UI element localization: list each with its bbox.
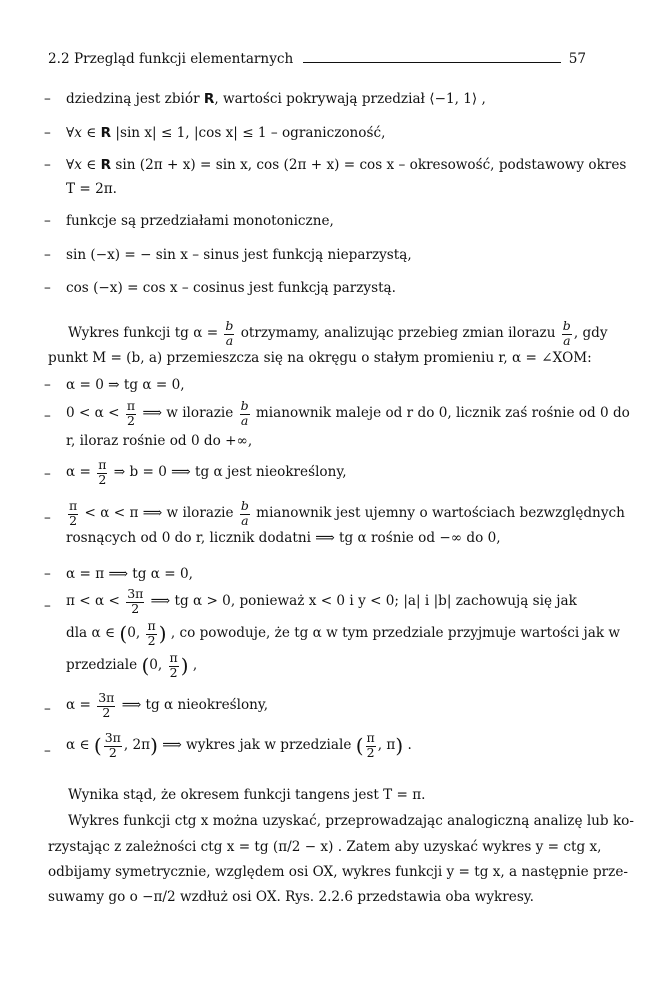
fraction: $\frac{\pi}{2}$ — [147, 618, 156, 648]
list-item: 0 < α < $\frac{\pi}{2}$ ⟹ w ilorazie $\frac{b}{a}$ mianownik maleje od r do 0, licznik zaś rośnie od 0 do — [66, 398, 630, 428]
fraction: $\frac{3\pi}{2}$ — [104, 730, 121, 760]
paragraph-line: rzystając z zależności ctg x = tg (π/2 − x) . Zatem aby uzyskać wykres y = ctg x, — [48, 839, 602, 855]
list-item: α = π ⟹ tg α = 0, — [66, 566, 193, 582]
page-number: 57 — [568, 51, 586, 67]
list-item: ∀x ∈ R sin (2π + x) = sin x, cos (2π + x) = cos x – okresowość, podstawowy okres — [66, 157, 627, 173]
list-item-continuation: r, iloraz rośnie od 0 do +∞, — [66, 433, 253, 449]
fraction: $\frac{b}{a}$ — [240, 498, 249, 528]
list-bullet: – — [44, 510, 51, 526]
list-item-continuation: T = 2π. — [66, 181, 118, 197]
fraction: $\frac{b}{a}$ — [240, 398, 249, 428]
list-item: $\frac{\pi}{2}$ < α < π ⟹ w ilorazie $\frac{b}{a}$ mianownik jest ujemny o wartościach bezwzględnych — [69, 498, 625, 528]
running-header — [48, 51, 586, 67]
list-bullet: – — [44, 408, 51, 424]
list-bullet: – — [44, 598, 51, 614]
list-bullet: – — [44, 701, 51, 717]
reals-symbol: R — [100, 125, 112, 141]
fraction: $\frac{b}{a}$ — [225, 318, 234, 348]
list-item-continuation: dla α ∈ (0, $\frac{\pi}{2}$ ) , co powoduje, że tg α w tym przedziale przyjmuje wartości jak w — [66, 618, 621, 648]
list-bullet: – — [44, 566, 51, 582]
list-bullet: – — [44, 743, 51, 759]
list-bullet: – — [44, 157, 51, 173]
fraction: $\frac{\pi}{2}$ — [126, 398, 136, 428]
paragraph-line: suwamy go o −π/2 wzdłuż osi OX. Rys. 2.2.6 przedstawia oba wykresy. — [48, 889, 534, 905]
list-bullet: – — [44, 247, 51, 263]
paragraph-line: odbijamy symetrycznie, względem osi OX, wykres funkcji y = tg x, a następnie prze- — [48, 864, 628, 880]
paragraph-line: Wykres funkcji ctg x można uzyskać, przeprowadzając analogiczną analizę lub ko- — [68, 813, 634, 829]
list-item-continuation: przedziale (0, $\frac{\pi}{2}$ ) , — [66, 650, 198, 680]
list-bullet: – — [44, 91, 51, 107]
fraction: $\frac{3\pi}{2}$ — [127, 586, 144, 616]
reals-symbol: R — [100, 157, 112, 173]
list-item: funkcje są przedziałami monotoniczne, — [66, 213, 334, 229]
fraction: $\frac{\pi}{2}$ — [69, 498, 78, 528]
list-item: sin (−x) = − sin x – sinus jest funkcją nieparzystą, — [66, 247, 412, 263]
header-rule — [303, 62, 560, 63]
list-item: α = $\frac{3\pi}{2}$ ⟹ tg α nieokreślony, — [66, 690, 269, 720]
list-item: α = 0 ⇒ tg α = 0, — [66, 377, 185, 393]
paragraph-line: Wykres funkcji tg α = $\frac{b}{a}$ otrzymamy, analizując przebieg zmian ilorazu $\frac{b}{a}$ , gdy — [68, 318, 608, 348]
list-item: dziedziną jest zbiór R, wartości pokrywają przedział ⟨−1, 1⟩ , — [66, 91, 486, 107]
list-bullet: – — [44, 377, 51, 393]
section-title: 2.2 Przegląd funkcji elementarnych — [48, 51, 294, 67]
fraction: $\frac{\pi}{2}$ — [98, 457, 107, 487]
list-bullet: – — [44, 280, 51, 296]
list-item: ∀x ∈ R |sin x| ≤ 1, |cos x| ≤ 1 – ograniczoność, — [66, 125, 386, 141]
fraction: $\frac{3\pi}{2}$ — [98, 690, 115, 720]
fraction: $\frac{\pi}{2}$ — [169, 650, 178, 680]
list-item: α = $\frac{\pi}{2}$ ⇒ b = 0 ⟹ tg α jest nieokreślony, — [66, 457, 347, 487]
list-item: cos (−x) = cos x – cosinus jest funkcją parzystą. — [66, 280, 396, 296]
list-item: π < α < $\frac{3\pi}{2}$ ⟹ tg α > 0, ponieważ x < 0 i y < 0; |a| i |b| zachowują się jak — [66, 586, 577, 616]
list-item-continuation: rosnących od 0 do r, licznik dodatni ⟹ tg α rośnie od −∞ do 0, — [66, 530, 501, 546]
paragraph-line: punkt M = (b, a) przemieszcza się na okręgu o stałym promieniu r, α = ∠XOM: — [48, 350, 592, 366]
list-bullet: – — [44, 125, 51, 141]
reals-symbol: R — [203, 91, 215, 107]
list-bullet: – — [44, 213, 51, 229]
paragraph-line: Wynika stąd, że okresem funkcji tangens jest T = π. — [68, 787, 426, 803]
fraction: $\frac{\pi}{2}$ — [366, 730, 375, 760]
fraction: $\frac{b}{a}$ — [562, 318, 571, 348]
list-item: α ∈ ( $\frac{3\pi}{2}$ , 2π) ⟹ wykres jak w przedziale ( $\frac{\pi}{2}$ , π) . — [66, 730, 412, 760]
list-bullet: – — [44, 466, 51, 482]
